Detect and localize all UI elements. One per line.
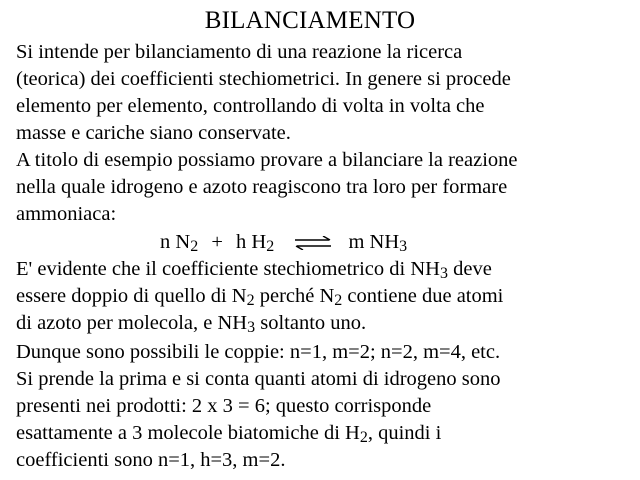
text-line: A titolo di esempio possiamo provare a bilanciare la reazione [16,149,518,171]
product-ammonia: m NH3 [348,231,408,255]
text-line: elemento per elemento, controllando di volta in volta che [16,95,485,117]
reactant-hydrogen: h H2 [236,231,275,255]
text-line: (teorica) dei coefficienti stechiometrici. In genere si procede [16,68,511,90]
text-line: essere doppio di quello di N2 perché N2 contiene due atomi [16,285,504,309]
text-line: E' evidente che il coefficiente stechiometrico di NH3 deve [16,258,492,282]
text-line: Dunque sono possibili le coppie: n=1, m=2; n=2, m=4, etc. [16,341,501,363]
reaction-equation [160,230,407,259]
text-line: Si intende per bilanciamento di una reazione la ricerca [16,41,463,63]
reactant-nitrogen: n N2 [160,231,199,255]
text-line: nella quale idrogeno e azoto reagiscono tra loro per formare [16,176,508,198]
page-title: BILANCIAMENTO [204,7,416,34]
plus-sign: + [211,231,223,253]
text-line: Si prende la prima e si conta quanti atomi di idrogeno sono [16,368,501,390]
equilibrium-arrow-icon [293,236,333,250]
text-line: ammoniaca: [16,203,117,225]
text-line: presenti nei prodotti: 2 x 3 = 6; questo corrisponde [16,395,432,417]
text-line: di azoto per molecola, e NH3 soltanto uno. [16,312,367,336]
text-line: masse e cariche siano conservate. [16,122,291,144]
text-line: coefficienti sono n=1, h=3, m=2. [16,449,286,471]
text-line: esattamente a 3 molecole biatomiche di H2, quindi i [16,422,442,446]
